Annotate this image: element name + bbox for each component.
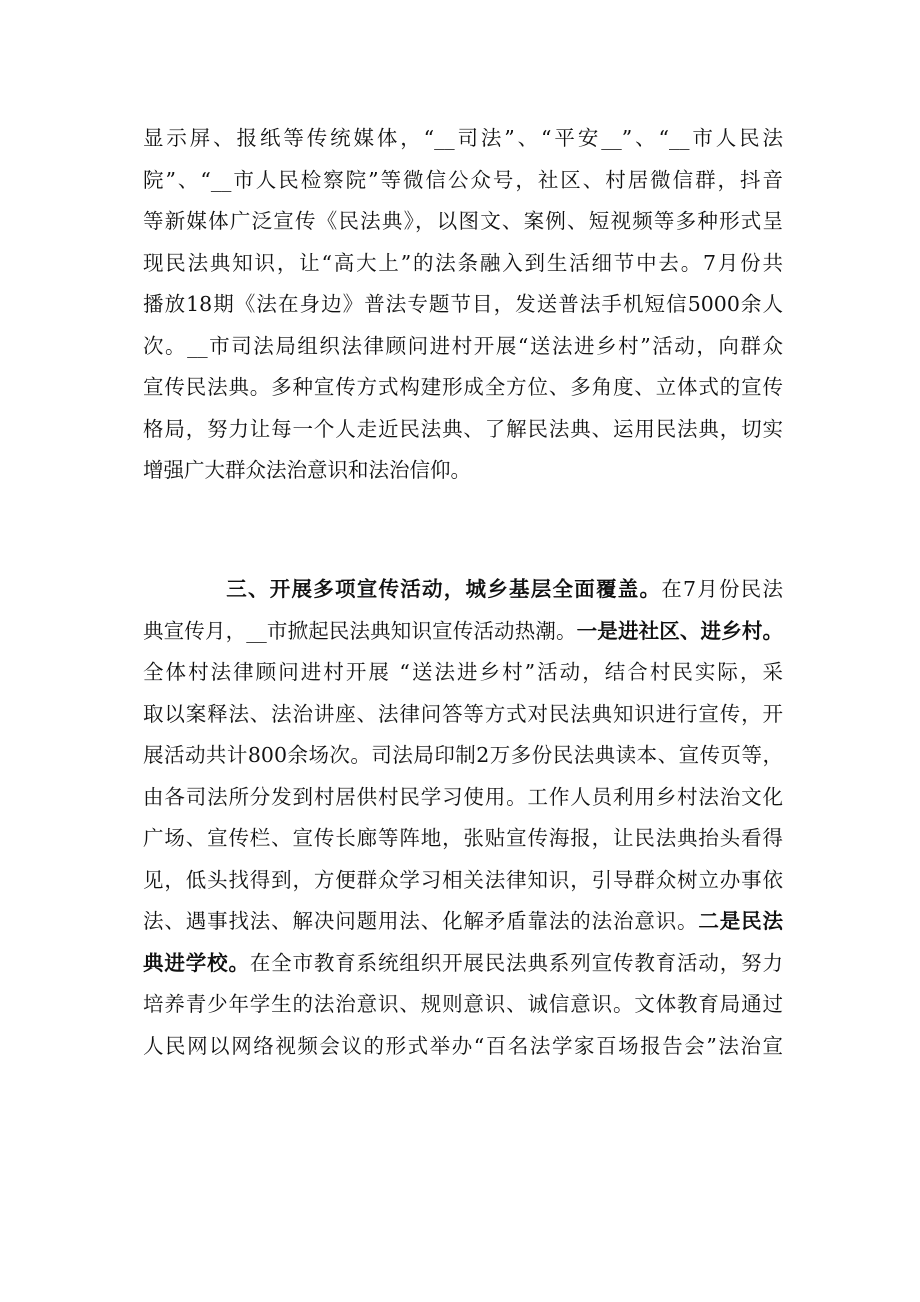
paragraph-line: 人民网以网络视频会议的形式举办“百名法学家百场报告会”法治宣 — [143, 1033, 783, 1058]
paragraph-line — [143, 943, 783, 985]
paragraph-line: 次。__市司法局组织法律顾问进村开展“送法进乡村”活动，向群众 — [143, 333, 783, 358]
paragraph-line: 等新媒体广泛宣传《民法典》，以图文、案例、短视频等多种形式呈 — [143, 209, 783, 233]
inline-text: 典宣传月，__市掀起民法典知识宣传活动热潮。 — [143, 618, 577, 643]
bold-subheading: 典进学校。 — [143, 950, 250, 975]
paragraph-section-three — [143, 569, 783, 1067]
paragraph-line: 全体村法律顾问进村开展 “送法进乡村”活动，结合村民实际，采 — [143, 660, 783, 684]
paragraph-line: 增强广大群众法治意识和法治信仰。 — [143, 458, 471, 482]
paragraph-line: 取以案释法、法治讲座、法律问答等方式对民法典知识进行宣传，开 — [143, 701, 783, 726]
paragraph-line: 培养青少年学生的法治意识、规则意识、诚信意识。文体教育局通过 — [143, 992, 783, 1016]
paragraph-line: 现民法典知识，让“高大上”的法条融入到生活细节中去。7月份共 — [143, 250, 783, 275]
inline-text: 在7月份民法 — [661, 577, 784, 601]
paragraph-line: 见，低头找得到，方便群众学习相关法律知识，引导群众树立办事依 — [143, 867, 783, 892]
paragraph-line: 由各司法所分发到村居供村民学习使用。工作人员利用乡村法治文化 — [143, 784, 783, 809]
paragraph-line: 显示屏、报纸等传统媒体，“__司法”、“平安__”、“__市人民法 — [143, 126, 783, 150]
paragraph-line: 广场、宣传栏、宣传长廊等阵地，张贴宣传海报，让民法典抬头看得 — [143, 826, 783, 850]
paragraph-line: 宣传民法典。多种宣传方式构建形成全方位、多角度、立体式的宣传 — [143, 375, 783, 399]
section-heading: 三、开展多项宣传活动，城乡基层全面覆盖。 — [225, 577, 662, 601]
bold-subheading: 二是民法 — [698, 909, 784, 933]
paragraph-line: 播放18期《法在身边》普法专题节目，发送普法手机短信5000余人 — [143, 292, 783, 316]
paragraph-line: 展活动共计800余场次。司法局印制2万多份民法典读本、宣传页等， — [143, 743, 783, 767]
paragraph-line — [143, 901, 783, 943]
paragraph-line: 院”、“__市人民检察院”等微信公众号，社区、村居微信群，抖音 — [143, 167, 783, 192]
paragraph-line — [143, 611, 783, 653]
inline-text: 在全市教育系统组织开展民法典系列宣传教育活动，努力 — [249, 950, 784, 975]
paragraph-line — [143, 569, 783, 611]
bold-subheading: 一是进社区、进乡村。 — [576, 618, 784, 643]
paragraph-line: 格局，努力让每一个人走近民法典、了解民法典、运用民法典，切实 — [143, 416, 783, 441]
paragraph-media-publicity — [143, 118, 783, 492]
inline-text: 法、遇事找法、解决问题用法、化解矛盾靠法的法治意识。 — [143, 909, 699, 933]
